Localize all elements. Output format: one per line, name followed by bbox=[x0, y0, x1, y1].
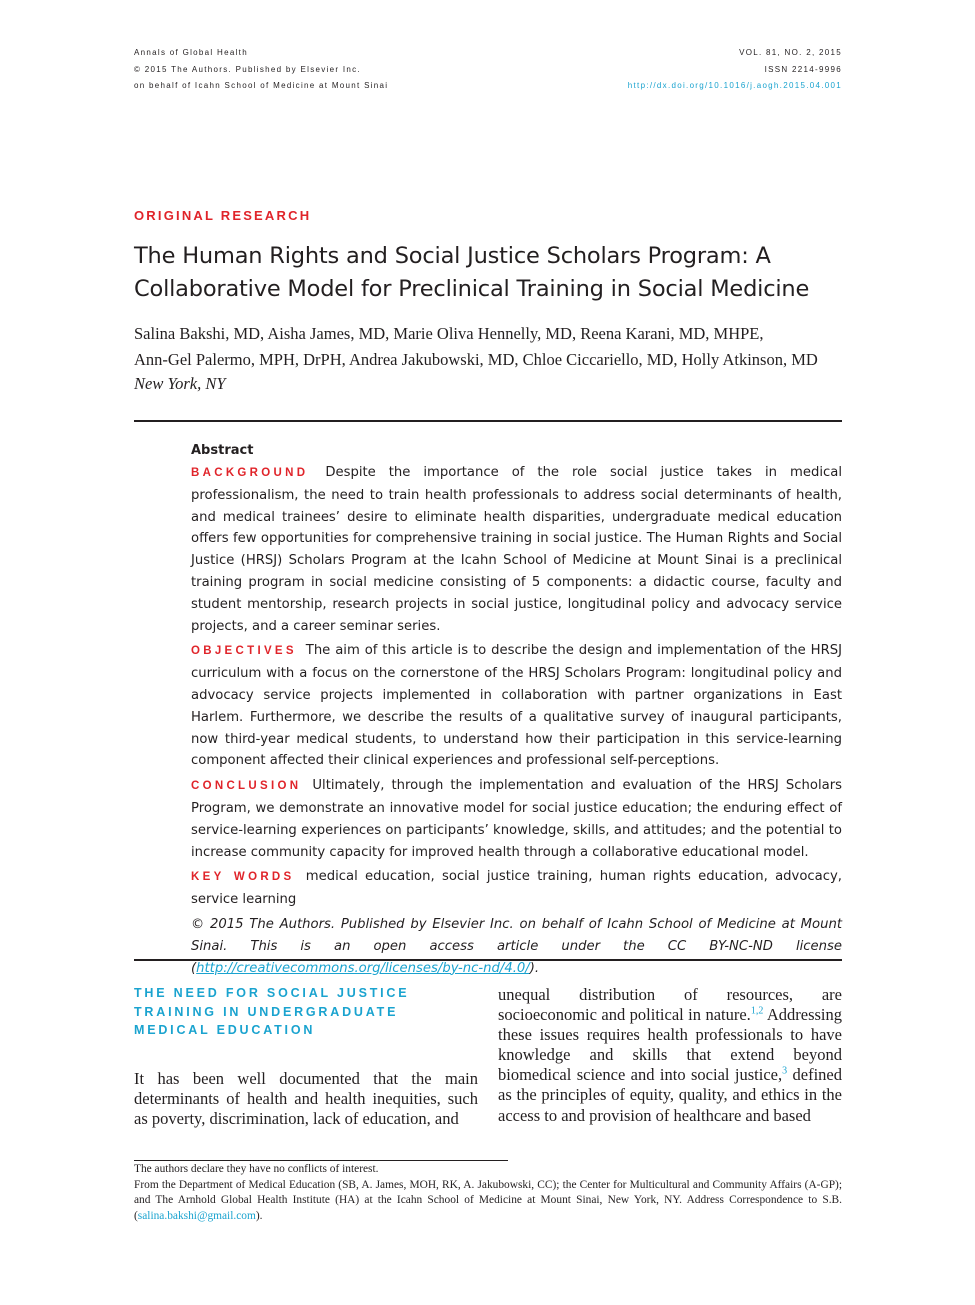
right-text-b: Addressing these issues requires health professionals to have knowledge and skills that extend beyond biomedical science and into social justice, bbox=[498, 1005, 843, 1085]
conflict-statement: The authors declare they have no conflicts of interest. bbox=[134, 1163, 379, 1175]
authors-line-2: Ann-Gel Palermo, MPH, DrPH, Andrea Jakubowski, MD, Chloe Ciccariello, MD, Holly Atkinson, MD bbox=[134, 350, 818, 369]
affiliation-end: ). bbox=[255, 1209, 263, 1222]
background-text: Despite the importance of the role social justice takes in medical professionalism, the need to train health professionals to address social determinants of health, and medical trainees’ desire to eliminate health disparities, undergraduate medical education offers few opportunities for comprehensive training in social justice. The Human Rights and Social Justice (HRSJ) Scholars Program at the Icahn School of Medicine at Mount Sinai is a preclinical training program in social medicine consisting of 5 components: a didactic course, faculty and student mentorship, research projects in social justice, longitudinal policy and advocacy service projects, and a career seminar series. bbox=[191, 465, 842, 634]
issn: ISSN 2214-9996 bbox=[764, 64, 842, 74]
citation-1-2[interactable]: 1,2 bbox=[750, 1005, 764, 1017]
abstract-objectives bbox=[191, 640, 842, 772]
article-type-label: ORIGINAL RESEARCH bbox=[134, 208, 312, 223]
section-heading: THE NEED FOR SOCIAL JUSTICE TRAINING IN UNDERGRADUATE MEDICAL EDUCATION bbox=[134, 986, 410, 1037]
journal-copyright: © 2015 The Authors. Published by Elsevier Inc. bbox=[134, 64, 361, 74]
correspondence-email[interactable]: salina.bakshi@gmail.com bbox=[137, 1209, 256, 1222]
author-list bbox=[134, 321, 846, 373]
conclusion-text: Ultimately, through the implementation and evaluation of the HRSJ Scholars Program, we demonstrate an innovative model for social justice education; the enduring effect of service-learning experiences on participants’ knowledge, skills, and attitudes; and the potential to increase community capacity for improved health through a collaborative educational model. bbox=[191, 778, 842, 860]
background-label: BACKGROUND bbox=[191, 467, 309, 479]
objectives-label: OBJECTIVES bbox=[191, 645, 297, 658]
license-link[interactable]: http://creativecommons.org/licenses/by-nc-nd/4.0/ bbox=[196, 960, 530, 976]
right-text-a: unequal distribution of resources, are socioeconomic and political in nature. bbox=[498, 985, 842, 1025]
body-paragraph-right bbox=[498, 985, 842, 1126]
divider-bottom bbox=[134, 959, 842, 961]
copyright-text: © 2015 The Authors. Published by Elsevier Inc. on behalf of Icahn School of Medicine at Mount Sinai. This is an open access article under the CC BY-NC-ND license ( bbox=[191, 916, 842, 976]
keywords-text: medical education, social justice training, human rights education, advocacy, service learning bbox=[191, 869, 842, 908]
author-location: New York, NY bbox=[134, 374, 226, 393]
body-paragraph-left: It has been well documented that the main determinants of health and health inequities, such as poverty, discrimination, lack of education, and bbox=[134, 1068, 478, 1128]
abstract-heading: Abstract bbox=[191, 443, 254, 458]
abstract-keywords bbox=[191, 866, 842, 911]
abstract-background bbox=[191, 462, 842, 637]
journal-behalf: on behalf of Icahn School of Medicine at Mount Sinai bbox=[134, 81, 389, 90]
divider-top bbox=[134, 420, 842, 422]
volume-info: VOL. 81, NO. 2, 2015 bbox=[739, 48, 842, 57]
body-column-right bbox=[498, 985, 842, 1126]
copyright-end: ). bbox=[529, 960, 540, 976]
footnote-divider bbox=[134, 1160, 508, 1161]
article-title: The Human Rights and Social Justice Scholars Program: A Collaborative Model for Preclinical Training in Social Medicine bbox=[134, 243, 810, 302]
journal-header-left bbox=[134, 45, 388, 95]
keywords-label: KEY WORDS bbox=[191, 871, 295, 884]
body-column-left bbox=[134, 984, 478, 1129]
conclusion-label: CONCLUSION bbox=[191, 780, 302, 793]
abstract-copyright bbox=[191, 914, 842, 979]
journal-header-right bbox=[628, 45, 842, 95]
footnotes bbox=[134, 1162, 842, 1224]
affiliation-statement bbox=[134, 1178, 842, 1225]
journal-name: Annals of Global Health bbox=[134, 48, 248, 57]
abstract bbox=[191, 440, 842, 982]
doi-link[interactable]: http://dx.doi.org/10.1016/j.aogh.2015.04.001 bbox=[627, 81, 842, 90]
citation-3[interactable]: 3 bbox=[782, 1065, 788, 1077]
affiliation-text: From the Department of Medical Education (SB, A. James, MOH, RK, A. Jakubowski, CC); the Center for Multicultural and Community Affairs (A-GP); and The Arnhold Global Health Institute (HA) at the Icahn School of Medicine at Mount Sinai, New York, NY. Address Correspondence to S.B. ( bbox=[134, 1178, 842, 1222]
authors-line-1: Salina Bakshi, MD, Aisha James, MD, Marie Oliva Hennelly, MD, Reena Karani, MD, MHPE, bbox=[134, 324, 764, 343]
abstract-conclusion bbox=[191, 775, 842, 863]
objectives-text: The aim of this article is to describe the design and implementation of the HRSJ curriculum with a focus on the cornerstone of the HRSJ Scholars Program: longitudinal policy and advocacy service projects implemented in collaboration with partner organizations in East Harlem. Furthermore, we describe the results of a qualitative survey of inaugural participants, now third-year medical students, to understand how their participation in this service-learning component affected their clinical experiences and professional self-perceptions. bbox=[191, 643, 842, 769]
right-text-c: defined as the principles of equity, quality, and ethics in the access to and provision of healthcare and based bbox=[498, 1065, 842, 1125]
